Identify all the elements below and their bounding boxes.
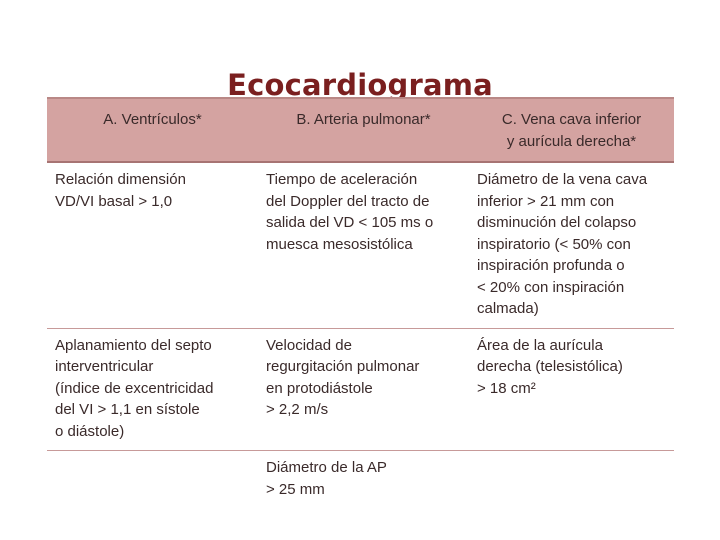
header-line: y aurícula derecha* [506,132,637,150]
cell-line: Diámetro de la AP [266,459,387,476]
cell-line: disminución del colapso [477,214,637,231]
cell-line: inspiratorio (< 50% con [477,235,631,253]
cell-line: > 2,2 m/s [266,401,329,418]
table-row [47,451,674,509]
cell-line: > 25 mm [266,480,325,498]
criteria-table-wrapper [47,97,674,508]
cell-arteria-pulmonar [258,162,469,328]
cell-line: salida del VD < 105 ms o [266,214,434,231]
cell-line: Velocidad de [266,336,352,354]
cell-ventriculos [47,451,258,509]
cell-line: inspiración profunda o [477,257,625,274]
cell-ventriculos [47,328,258,451]
cell-arteria-pulmonar [258,328,469,451]
cell-line: del VI > 1,1 en sístole [55,401,200,418]
cell-arteria-pulmonar [258,451,469,509]
cell-line: o diástole) [55,422,125,440]
header-ventriculos [47,98,258,162]
cell-line: muesca mesosistólica [266,235,413,253]
cell-line: Tiempo de aceleración [266,171,418,188]
slide-title: Ecocardiograma [227,68,493,103]
cell-line: VD/VI basal > 1,0 [55,192,173,210]
cell-vena-cava [469,162,674,328]
cell-line: (índice de excentricidad [55,379,214,397]
cell-line: interventricular [55,358,154,375]
header-line: B. Arteria pulmonar* [296,111,431,128]
cell-line: > 18 cm² [477,379,536,397]
header-arteria-pulmonar [258,98,469,162]
criteria-table [47,97,674,508]
cell-line: Área de la aurícula [477,336,603,354]
cell-line: inferior > 21 mm con [477,192,615,210]
header-vena-cava [469,98,674,162]
header-line: C. Vena cava inferior [501,111,642,128]
table-header-row [47,98,674,162]
cell-ventriculos [47,162,258,328]
cell-line: < 20% con inspiración [477,278,625,296]
cell-line: Aplanamiento del septo [55,336,212,354]
cell-line: regurgitación pulmonar [266,358,420,375]
cell-line: derecha (telesistólica) [477,358,623,375]
cell-line: Relación dimensión [55,171,186,188]
cell-line: del Doppler del tracto de [266,192,430,210]
cell-vena-cava [469,451,674,509]
header-line: A. Ventrículos* [103,111,202,128]
cell-line: calmada) [477,300,539,317]
table-row [47,162,674,328]
cell-line: en protodiástole [266,379,373,397]
table-row [47,328,674,451]
cell-vena-cava [469,328,674,451]
cell-line: Diámetro de la vena cava [477,171,648,188]
